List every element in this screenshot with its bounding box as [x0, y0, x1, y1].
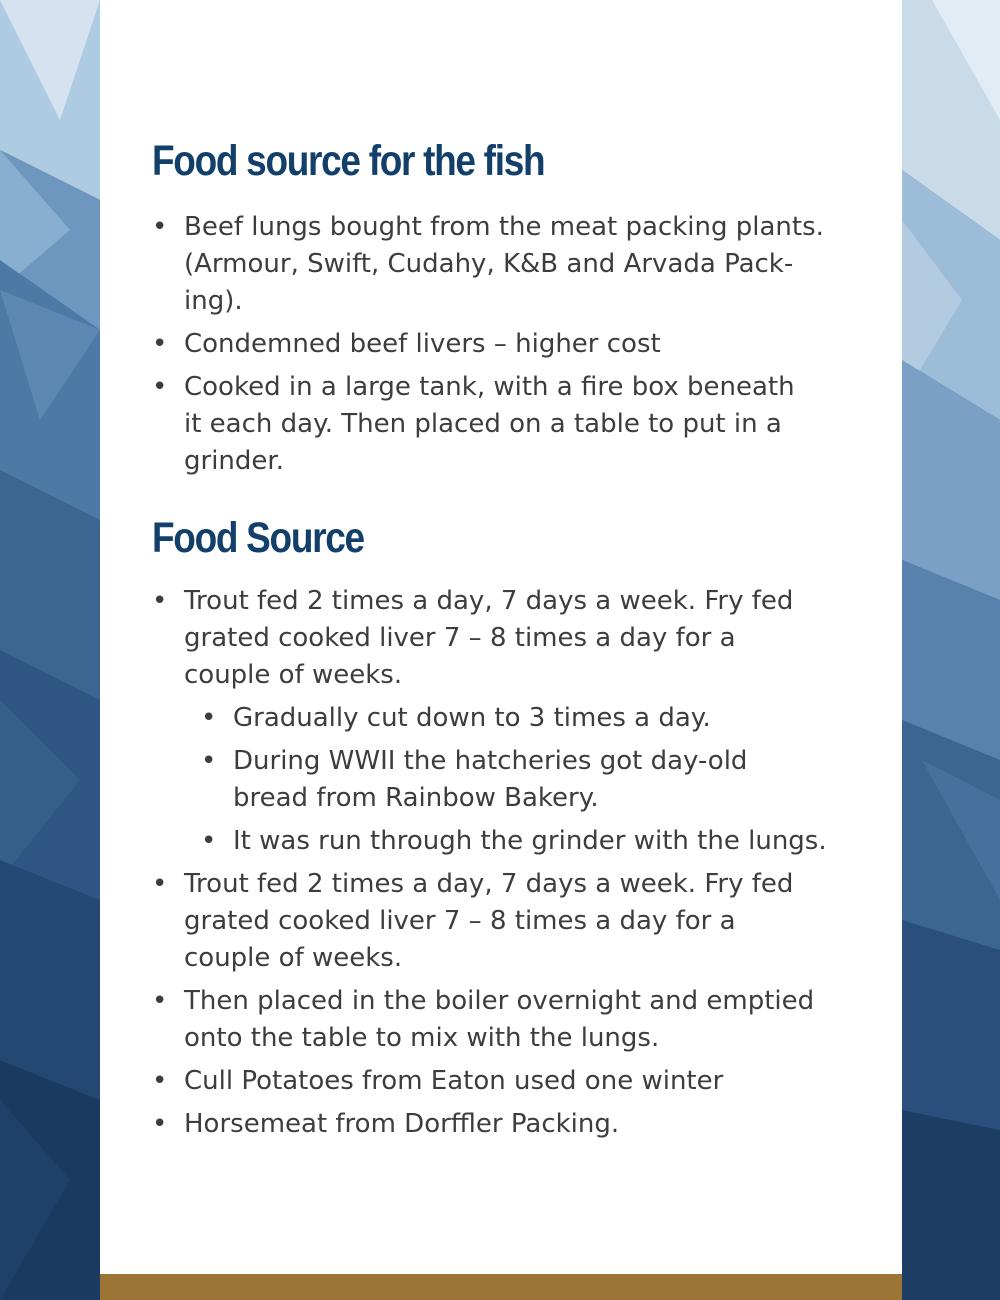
sub-list-item [100, 823, 833, 860]
list-item [100, 983, 824, 1057]
bullet-icon: • [152, 1109, 168, 1139]
list-item-text: Condemned beef livers – higher cost [184, 329, 661, 359]
list-item-text: During WWII the hatcheries got day-old [233, 746, 748, 776]
list-item-text: Gradually cut down to 3 times a day. [233, 703, 711, 733]
list-item-text: Trout fed 2 times a day, 7 days a week. Fry fed [184, 586, 794, 616]
bullet-icon: • [152, 372, 168, 402]
bullet-icon: • [152, 1066, 168, 1096]
section2-bullet-list [100, 583, 902, 1149]
sub-list-item [100, 743, 833, 817]
list-item-text: it each day. Then placed on a table to put in a [184, 409, 782, 439]
list-item [100, 1106, 824, 1143]
list-item-text: (Armour, Swift, Cudahy, K&B and Arvada Pack- [184, 249, 794, 279]
bullet-icon: • [201, 826, 217, 856]
bullet-icon: • [201, 703, 217, 733]
list-item-text: onto the table to mix with the lungs. [184, 1023, 660, 1053]
list-item-text: Cooked in a large tank, with a fire box beneath [184, 372, 795, 402]
list-item-text: Beef lungs bought from the meat packing plants. [184, 212, 824, 242]
list-item-text: ing). [184, 286, 243, 316]
list-item-text: Then placed in the boiler overnight and emptied [184, 986, 815, 1016]
bullet-icon: • [201, 746, 217, 776]
bullet-icon: • [152, 212, 168, 242]
bullet-icon: • [152, 986, 168, 1016]
bullet-icon: • [152, 329, 168, 359]
list-item-text: Horsemeat from Dorffler Packing. [184, 1109, 620, 1139]
sub-list-item [100, 700, 833, 737]
list-item-text: bread from Rainbow Bakery. [233, 783, 599, 813]
list-item [100, 369, 824, 480]
list-item [100, 209, 824, 320]
section1-bullet-list [100, 209, 902, 486]
content-panel [100, 0, 902, 1274]
list-item-text: grated cooked liver 7 – 8 times a day for a [184, 906, 736, 936]
list-item [100, 1063, 824, 1100]
list-item-text: Trout fed 2 times a day, 7 days a week. Fry fed [184, 869, 794, 899]
bullet-icon: • [152, 586, 168, 616]
bullet-icon: • [152, 869, 168, 899]
background-left-polygons [0, 0, 100, 1300]
bottom-accent-bar [100, 1274, 902, 1300]
background-right-polygons [902, 0, 1000, 1300]
list-item [100, 326, 824, 363]
list-item-text: Cull Potatoes from Eaton used one winter [184, 1066, 724, 1096]
section-heading-food-source: Food Source [152, 514, 364, 562]
list-item-text: grinder. [184, 446, 284, 476]
list-item-text: It was run through the grinder with the lungs. [233, 826, 827, 856]
list-item-text: couple of weeks. [184, 660, 403, 690]
list-item [100, 866, 824, 977]
list-item [100, 583, 824, 694]
list-item-text: couple of weeks. [184, 943, 403, 973]
list-item-text: grated cooked liver 7 – 8 times a day for a [184, 623, 736, 653]
section-heading-food-source-for-fish: Food source for the fish [152, 137, 545, 185]
